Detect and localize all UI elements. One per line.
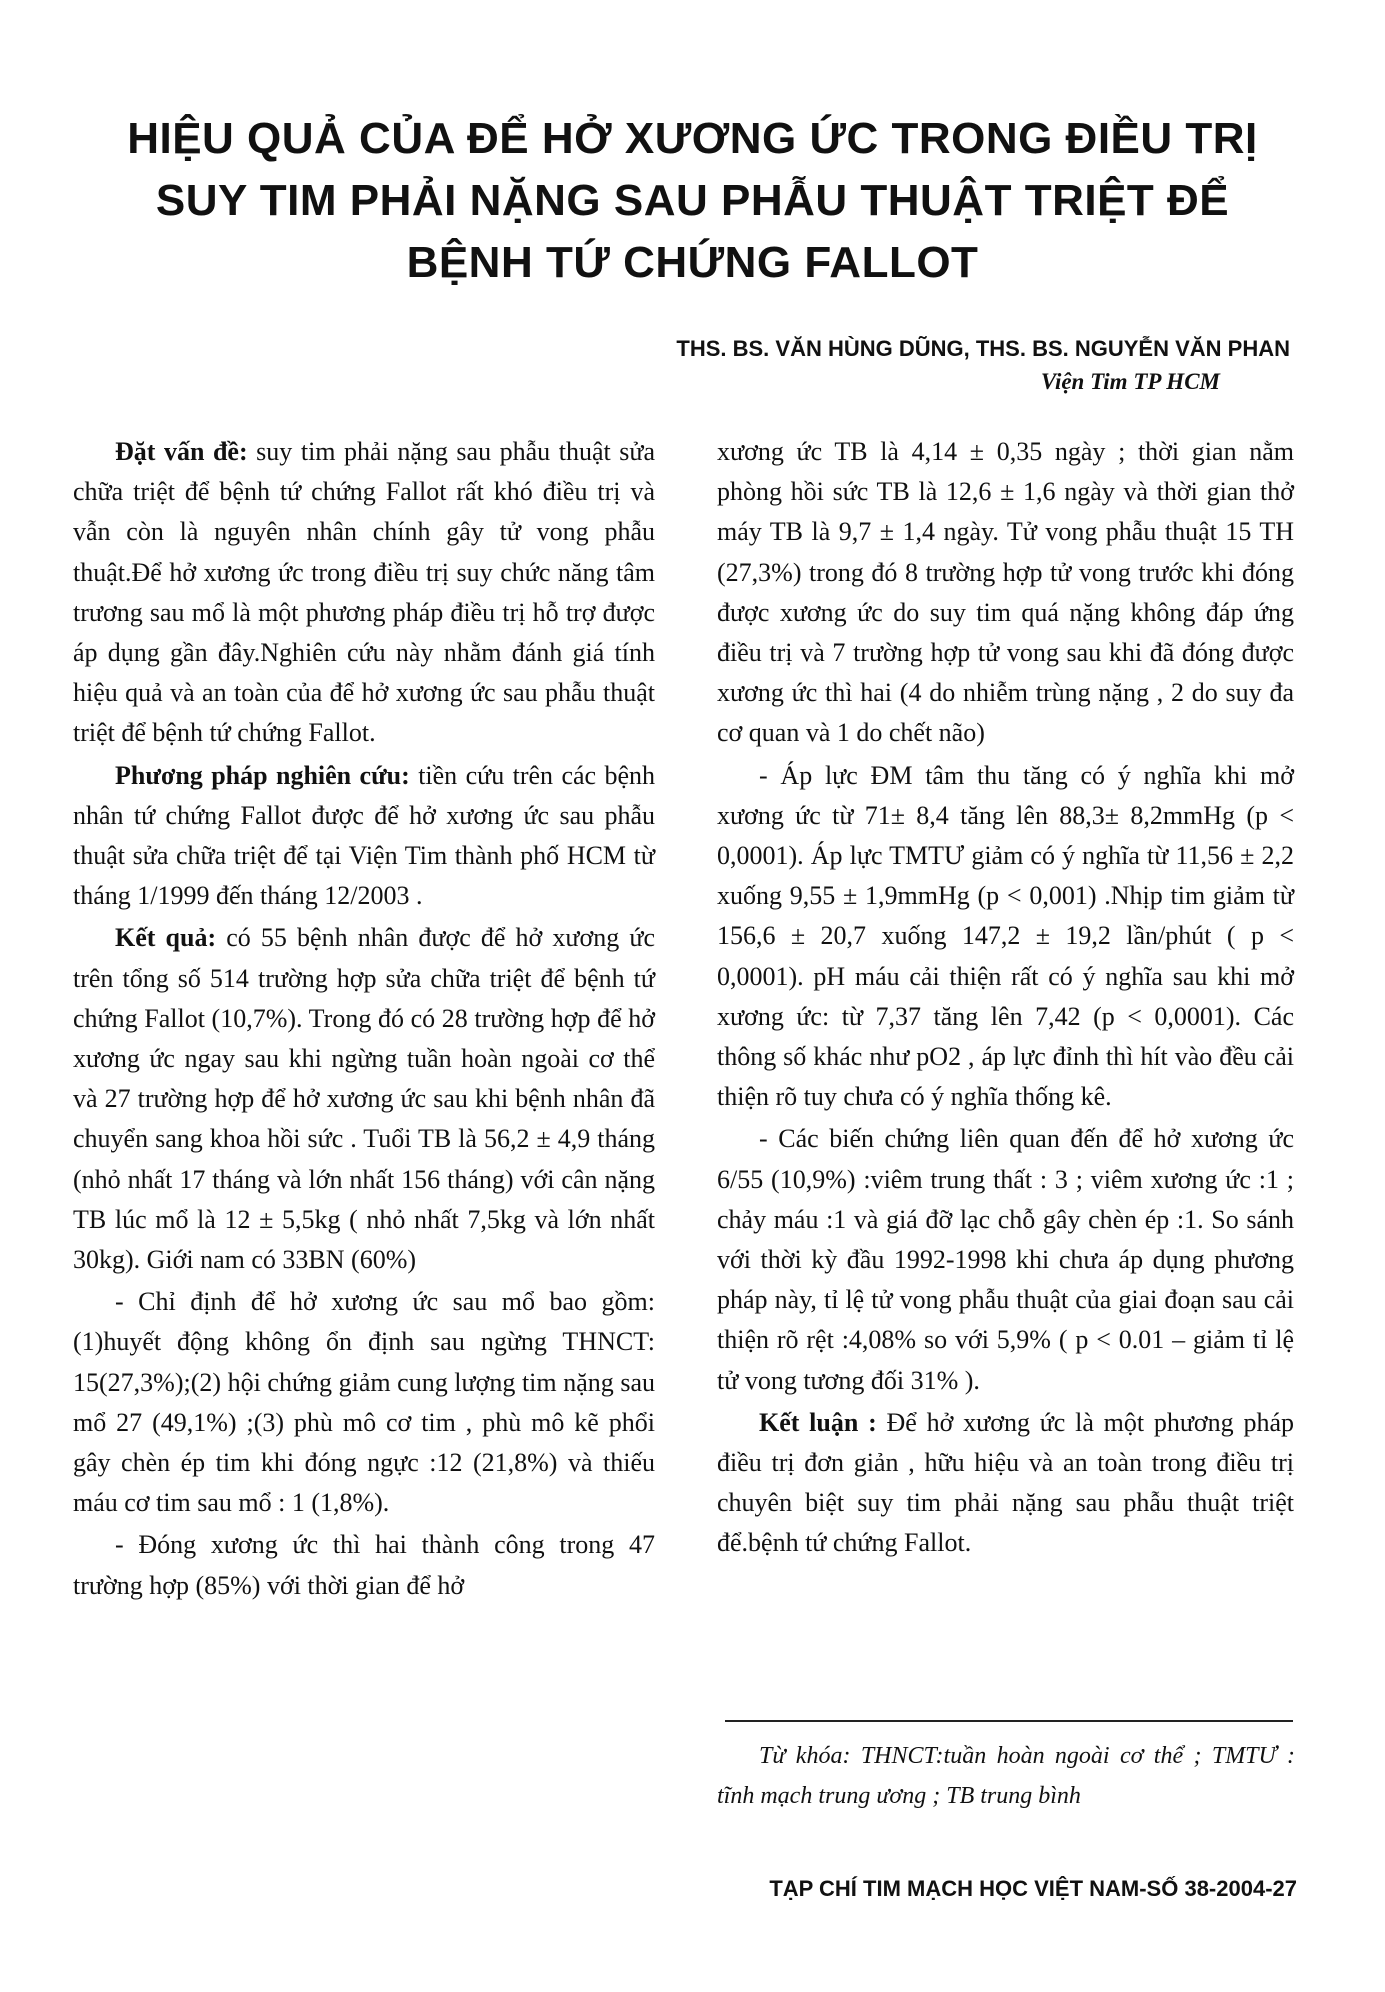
paragraph-closure: - Đóng xương ức thì hai thành công trong 47 trường hợp (85%) với thời gian để hở (73, 1530, 655, 1600)
paragraph-conclusion (717, 1403, 1294, 1564)
left-column (73, 432, 655, 1608)
right-column (717, 432, 1294, 1566)
paragraph-background (73, 432, 655, 754)
title-line-1: HIỆU QUẢ CỦA ĐỂ HỞ XƯƠNG ỨC TRONG ĐIỀU TRỊ (127, 114, 1258, 163)
paragraph-indications: - Chỉ định để hở xương ức sau mổ bao gồm:(1)huyết động không ổn định sau ngừng THNCT: 15(27,3%);(2) hội chứng giảm cung lượng tim nặng sau mổ 27 (49,1%) ;(3) phù mô cơ tim , phù mô kẽ phổi gây chèn ép tim khi đóng ngực :12 (21,8%) và thiếu máu cơ tim sau mổ : 1 (1,8%). (73, 1287, 655, 1518)
text-background: suy tim phải nặng sau phẫu thuật sửa chữa triệt để bệnh tứ chứng Fallot rất khó điều trị và vẫn còn là nguyên nhân chính gây tử vong phẫu thuật.Để hở xương ức trong điều trị suy chức năng tâm trương sau mổ là một phương pháp điều trị hỗ trợ được áp dụng gần đây.Nghiên cứu này nhằm đánh giá tính hiệu quả và an toàn của để hở xương ức sau phẫu thuật triệt để bệnh tứ chứng Fallot. (73, 437, 655, 748)
heading-methods: Phương pháp nghiên cứu: (115, 760, 410, 790)
title-line-2: SUY TIM PHẢI NẶNG SAU PHẪU THUẬT TRIỆT ĐỂ (155, 176, 1230, 225)
text-methods: tiền cứu trên các bệnh nhân tứ chứng Fallot được để hở xương ức sau phẫu thuật sửa chữa triệt để tại Viện Tim thành phố HCM từ tháng 1/1999 đến tháng 12/2003 . (73, 760, 655, 911)
title-line-3: BỆNH TỨ CHỨNG FALLOT (406, 238, 979, 287)
author-affiliation: Viện Tim TP HCM (1040, 369, 1220, 394)
heading-conclusion: Kết luận : (759, 1407, 877, 1437)
author-block (390, 332, 1290, 398)
journal-footer: TẠP CHÍ TIM MẠCH HỌC VIỆT NAM-SỐ 38-2004-27 (769, 1876, 1297, 1901)
paragraph-results (73, 918, 655, 1280)
author-names: THS. BS. VĂN HÙNG DŨNG, THS. BS. NGUYỄN VĂN PHAN (676, 336, 1290, 361)
article-title (90, 108, 1295, 294)
paragraph-closure-continued: xương ức TB là 4,14 ± 0,35 ngày ; thời gian nằm phòng hồi sức TB là 12,6 ± 1,6 ngày và thời gian thở máy TB là 9,7 ± 1,4 ngày. Tử vong phẫu thuật 15 TH (27,3%) trong đó 8 trường hợp tử vong trước khi đóng được xương ức do suy tim quá nặng không đáp ứng điều trị và 7 trường hợp tử vong sau khi đã đóng được xương ức thì hai (4 do nhiễm trùng nặng , 2 do suy đa cơ quan và 1 do chết não) (717, 437, 1294, 748)
text-results: có 55 bệnh nhân được để hở xương ức trên tổng số 514 trường hợp sửa chữa triệt để bệnh tứ chứng Fallot (10,7%). Trong đó có 28 trường hợp để hở xương ức ngay sau khi ngừng tuần hoàn ngoài cơ thể và 27 trường hợp để hở xương ức sau khi bệnh nhân đã chuyển sang khoa hồi sức . Tuổi TB là 56,2 ± 4,9 tháng (nhỏ nhất 17 tháng và lớn nhất 156 tháng) với cân nặng TB lúc mổ là 12 ± 5,5kg ( nhỏ nhất 7,5kg và lớn nhất 30kg). Giới nam có 33BN (60%) (73, 923, 655, 1275)
paragraph-complications: - Các biến chứng liên quan đến để hở xương ức 6/55 (10,9%) :viêm trung thất : 3 ; viêm xương ức :1 ; chảy máu :1 và giá đỡ lạc chỗ gây chèn ép :1. So sánh với thời kỳ đầu 1992-1998 khi chưa áp dụng phương pháp này, tỉ lệ tử vong phẫu thuật của giai đoạn sau cải thiện rõ rệt :4,08% so với 5,9% ( p < 0.01 – giảm tỉ lệ tử vong tương đối 31% ). (717, 1124, 1294, 1395)
text-conclusion: Để hở xương ức là một phương pháp điều trị đơn giản , hữu hiệu và an toàn trong điều trị chuyên biệt suy tim phải nặng sau phẫu thuật triệt để.bệnh tứ chứng Fallot. (717, 1407, 1294, 1558)
heading-background: Đặt vấn đề: (115, 437, 248, 466)
keywords-divider (725, 1720, 1293, 1722)
keywords-block (717, 1736, 1295, 1816)
keywords-text: Từ khóa: THNCT:tuần hoàn ngoài cơ thể ; TMTƯ : tĩnh mạch trung ương ; TB trung bình (717, 1743, 1295, 1809)
heading-results: Kết quả: (115, 923, 217, 953)
paragraph-methods (73, 756, 655, 917)
paragraph-hemodynamics: - Áp lực ĐM tâm thu tăng có ý nghĩa khi mở xương ức từ 71± 8,4 tăng lên 88,3± 8,2mmHg (p < 0,0001). Áp lực TMTƯ giảm có ý nghĩa từ 11,56 ± 2,2 xuống 9,55 ± 1,9mmHg (p < 0,001) .Nhịp tim giảm từ 156,6 ± 20,7 xuống 147,2 ± 19,2 lần/phút ( p < 0,0001). pH máu cải thiện rất có ý nghĩa sau khi mở xương ức: từ 7,37 tăng lên 7,42 (p < 0,0001). Các thông số khác như pO2 , áp lực đỉnh thì hít vào đều cải thiện rõ tuy chưa có ý nghĩa thống kê. (717, 760, 1294, 1112)
